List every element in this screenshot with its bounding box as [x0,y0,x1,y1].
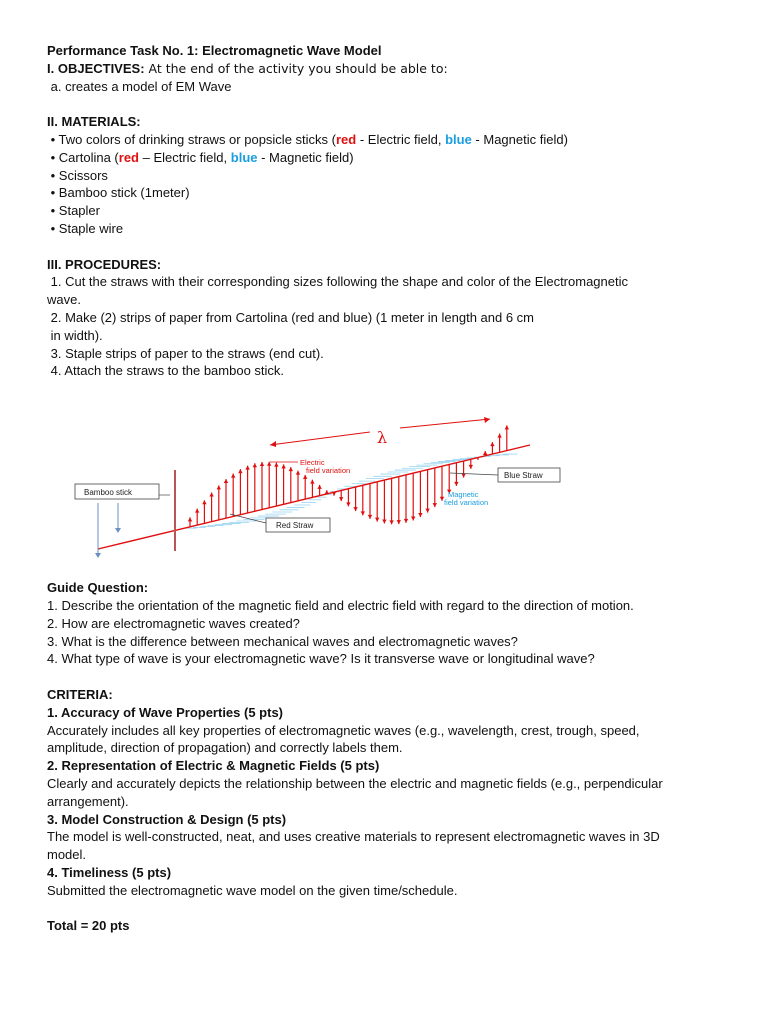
electric-field-arrowhead [389,520,393,524]
criterion-text: The model is well-constructed, neat, and uses creative materials to represent electromagnetic waves in 3D [47,829,660,845]
criterion-text: Submitted the electromagnetic wave model on the given time/schedule. [47,882,458,898]
electric-field-arrowhead [361,511,365,515]
material-item-straws [47,131,727,149]
electric-field-arrowhead [202,500,206,504]
material-item-staple-wire: • Staple wire [47,220,124,236]
red-keyword: red [118,149,139,165]
materials-heading: II. MATERIALS: [47,114,141,130]
material-straws-mid: - Electric field, [356,131,446,147]
electric-field-arrowhead [433,503,437,507]
blue-keyword: blue [445,131,472,147]
electric-field-arrowhead [497,434,501,438]
electric-field-arrowhead [281,464,285,468]
wavelength-line [270,432,370,445]
electric-field-arrowhead [411,516,415,520]
electric-field-arrowhead [231,474,235,478]
electric-field-arrowhead [461,474,465,478]
procedure-line: wave. [47,292,81,308]
material-straws-prefix: • Two colors of drinking straws or popsicle sticks ( [47,131,336,147]
objectives-intro: At the end of the activity you should be able to: [144,60,448,76]
electric-field-arrowhead [339,497,343,501]
criterion-title: 2. Representation of Electric & Magnetic Fields (5 pts) [47,758,380,774]
material-item-bamboo: • Bamboo stick (1meter) [47,185,190,201]
arrowhead [115,528,121,533]
objective-item: a. creates a model of EM Wave [47,78,232,94]
electric-field-arrowhead [289,467,293,471]
material-cartolina-suffix: - Magnetic field) [257,149,354,165]
magnetic-label-1: Magnetic [448,490,479,499]
electric-field-arrowhead [296,471,300,475]
electric-field-arrowhead [404,519,408,523]
electric-field-arrowhead [368,515,372,519]
electric-field-arrowhead [505,425,509,429]
blue-keyword: blue [230,149,258,165]
electric-field-arrowhead [188,517,192,521]
criterion-text: Clearly and accurately depicts the relationship between the electric and magnetic fields (e.g., perpendicular [47,775,663,791]
magnetic-label-2: field variation [444,498,489,507]
criterion-title: 4. Timeliness (5 pts) [47,864,172,880]
arrowhead [95,553,101,558]
electric-field-arrowhead [274,463,278,467]
electric-field-arrowhead [317,485,321,489]
objectives-line [47,60,727,78]
bamboo-label: Bamboo stick [84,488,133,497]
electric-field-arrowhead [418,513,422,517]
arrowhead [270,441,276,447]
procedure-line: 3. Staple strips of paper to the straws (end cut). [47,345,324,361]
electric-field-arrowhead [490,442,494,446]
procedure-line: 1. Cut the straws with their corresponding sizes following the shape and color of the Electromagnetic [47,274,628,290]
procedure-line: 4. Attach the straws to the bamboo stick. [47,363,285,379]
guide-question: 2. How are electromagnetic waves created? [47,615,300,631]
lambda-symbol: λ [377,428,388,447]
electric-field-arrowhead [217,485,221,489]
leader-line [230,514,266,523]
red-straw-label: Red Straw [276,521,314,530]
material-item-stapler: • Stapler [47,203,100,219]
criterion-text: model. [47,847,87,863]
guide-question: 3. What is the difference between mechanical waves and electromagnetic waves? [47,633,518,649]
electric-field-arrowhead [260,462,264,466]
electric-field-arrowhead [238,469,242,473]
electric-field-arrowhead [303,475,307,479]
criterion-text: arrangement). [47,793,129,809]
electric-field-arrowhead [253,463,257,467]
em-wave-svg [70,415,543,565]
electric-field-arrowhead [483,451,487,455]
blue-straw-label: Blue Straw [504,471,543,480]
red-keyword: red [335,131,357,147]
em-wave-diagram [70,415,543,565]
electric-field-arrowhead [454,482,458,486]
electric-field-arrowhead [375,518,379,522]
procedure-line: 2. Make (2) strips of paper from Cartolina (red and blue) (1 meter in length and 6 cm [47,309,535,325]
page-title: Performance Task No. 1: Electromagnetic Wave Model [47,43,382,58]
total-points: Total = 20 pts [47,918,130,934]
electric-field-arrowhead [209,493,213,497]
electric-field-arrowhead [346,502,350,506]
guide-heading: Guide Question: [47,580,149,596]
criterion-text: Accurately includes all key properties of electromagnetic waves (e.g., wavelength, crest, trough, speed, [47,722,640,738]
electric-field-arrowhead [425,509,429,513]
material-cartolina-mid: – Electric field, [139,149,231,165]
arrowhead [484,417,490,423]
procedures-heading: III. PROCEDURES: [47,256,162,272]
criterion-title: 3. Model Construction & Design (5 pts) [47,811,287,827]
electric-label-1: Electric [300,458,325,467]
leader-line [450,473,498,475]
electric-label-2: field variation [306,466,351,475]
wavelength-line [400,419,490,428]
electric-field-arrows [188,425,509,526]
material-straws-suffix: - Magnetic field) [471,131,568,147]
criterion-text: amplitude, direction of propagation) and correctly labels them. [47,740,403,756]
electric-field-arrowhead [224,479,228,483]
material-item-cartolina [47,149,727,167]
electric-field-arrowhead [195,509,199,513]
objectives-heading: I. OBJECTIVES: [47,60,145,76]
electric-field-arrowhead [469,465,473,469]
electric-field-arrowhead [245,466,249,470]
criterion-title: 1. Accuracy of Wave Properties (5 pts) [47,704,284,720]
material-item-scissors: • Scissors [47,167,108,183]
electric-field-arrowhead [397,520,401,524]
electric-field-arrowhead [353,507,357,511]
criteria-heading: CRITERIA: [47,686,113,702]
electric-field-arrowhead [310,480,314,484]
guide-question: 4. What type of wave is your electromagnetic wave? Is it transverse wave or longitudinal wave? [47,651,595,667]
material-cartolina-prefix: • Cartolina ( [47,149,119,165]
guide-question: 1. Describe the orientation of the magnetic field and electric field with regard to the direction of motion. [47,597,634,613]
electric-field-arrowhead [382,519,386,523]
procedure-line: in width). [47,327,103,343]
